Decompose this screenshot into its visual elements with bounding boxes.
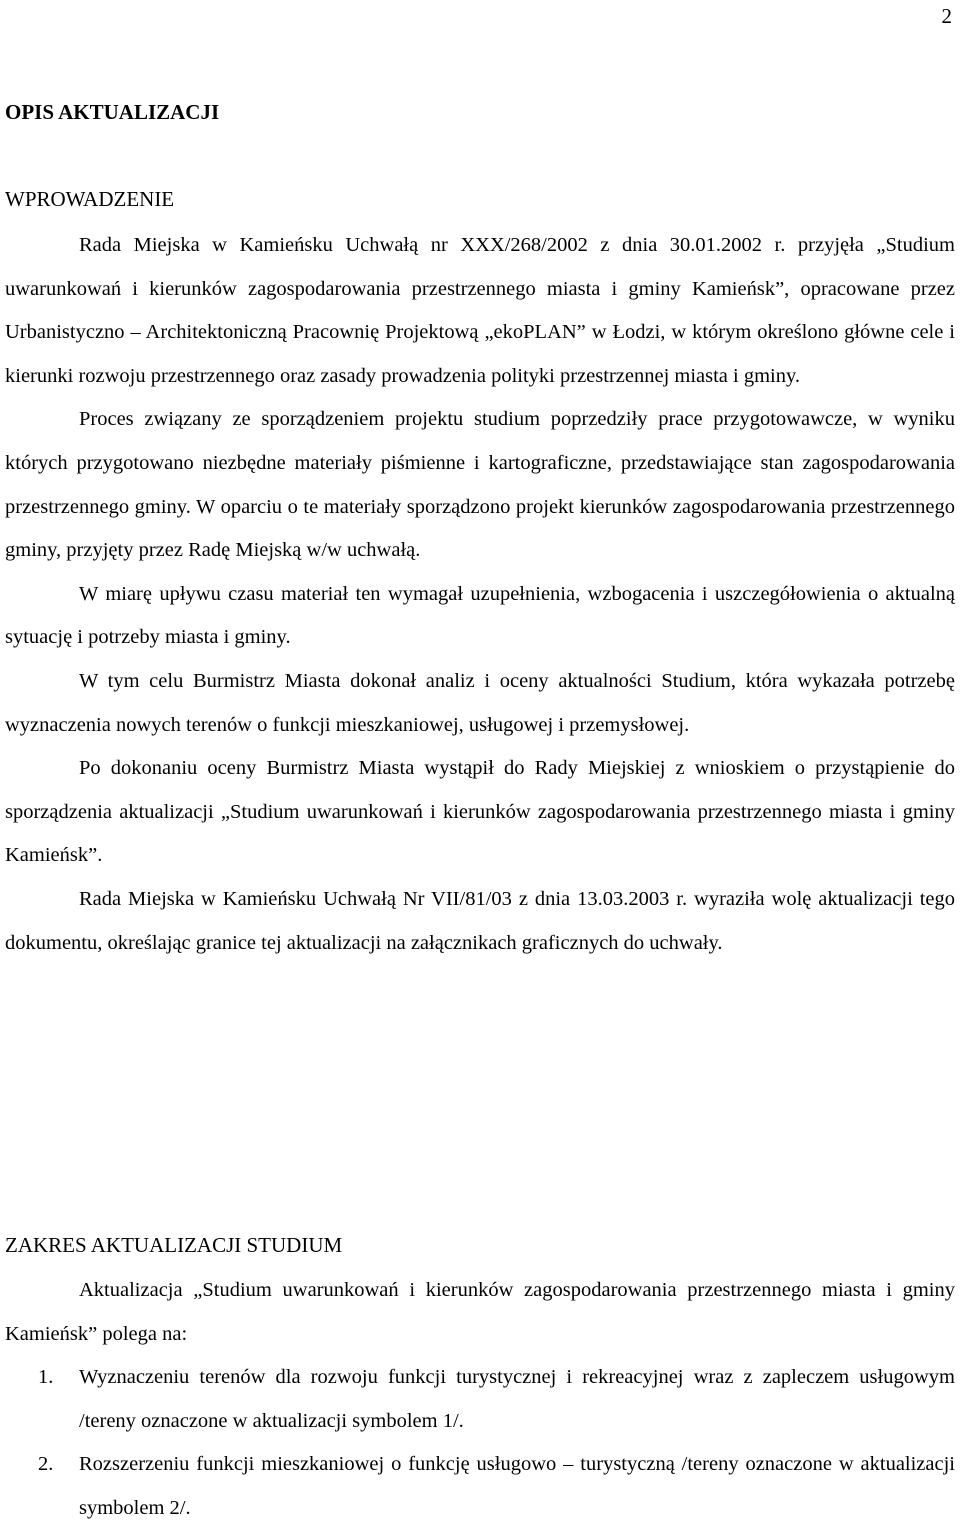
paragraph: W miarę upływu czasu materiał ten wymagał uzupełnienia, wzbogacenia i uszczegółowienia o aktualną sytuację i potrzeby miasta i gminy. (5, 582, 955, 649)
introduction-body (5, 224, 955, 965)
paragraph: Rada Miejska w Kamieńsku Uchwałą Nr VII/81/03 z dnia 13.03.2003 r. wyraziła wolę aktualizacji tego dokumentu, określając granice tej aktualizacji na załącznikach graficznych do uchwały. (5, 887, 955, 954)
section-heading-introduction: WPROWADZENIE (5, 187, 175, 211)
paragraph: Rada Miejska w Kamieńsku Uchwałą nr XXX/268/2002 z dnia 30.01.2002 r. przyjęła „Studium uwarunkowań i kierunków zagospodarowania przestrzennego miasta i gminy Kamieńsk”, opracowane przez Urbanistyczno – Architektoniczną Pracownię Projektową „ekoPLAN” w Łodzi, w którym określono główne cele i kierunki rozwoju przestrzennego oraz zasady prowadzenia polityki przestrzennej miasta i gminy. (5, 234, 955, 387)
paragraph: Proces związany ze sporządzeniem projektu studium poprzedziły prace przygotowawcze, w wyniku których przygotowano niezbędne materiały piśmienne i kartograficzne, przedstawiające stan zagospodarowania przestrzennego gminy. W oparciu o te materiały sporządzono projekt kierunków zagospodarowania przestrzennego gminy, przyjęty przez Radę Miejską w/w uchwałą. (5, 408, 955, 562)
paragraph: W tym celu Burmistrz Miasta dokonał analiz i oceny aktualności Studium, która wykazała potrzebę wyznaczenia nowych terenów o funkcji mieszkaniowej, usługowej i przemysłowej. (5, 669, 955, 736)
paragraph: Po dokonaniu oceny Burmistrz Miasta wystąpił do Rady Miejskiej z wnioskiem o przystąpienie do sporządzenia aktualizacji „Studium uwarunkowań i kierunków zagospodarowania przestrzennego miasta i gminy Kamieńsk”. (5, 757, 955, 867)
list-item (38, 1443, 955, 1530)
list-item-number: 2. (38, 1453, 54, 1475)
list-item-number: 1. (38, 1366, 54, 1388)
section-heading-scope: ZAKRES AKTUALIZACJI STUDIUM (5, 1233, 343, 1257)
document-title: OPIS AKTUALIZACJI (5, 100, 220, 124)
list-item-text: Wyznaczeniu terenów dla rozwoju funkcji turystycznej i rekreacyjnej wraz z zapleczem usługowym /tereny oznaczone w aktualizacji symbolem 1/. (79, 1366, 955, 1432)
list-item (38, 1356, 955, 1443)
paragraph: Aktualizacja „Studium uwarunkowań i kierunków zagospodarowania przestrzennego miasta i gminy Kamieńsk” polega na: (5, 1279, 955, 1345)
scope-intro (5, 1269, 955, 1356)
page-number: 2 (941, 4, 952, 28)
list-item-text: Rozszerzeniu funkcji mieszkaniowej o funkcję usługowo – turystyczną /tereny oznaczone w aktualizacji symbolem 2/. (79, 1453, 955, 1519)
